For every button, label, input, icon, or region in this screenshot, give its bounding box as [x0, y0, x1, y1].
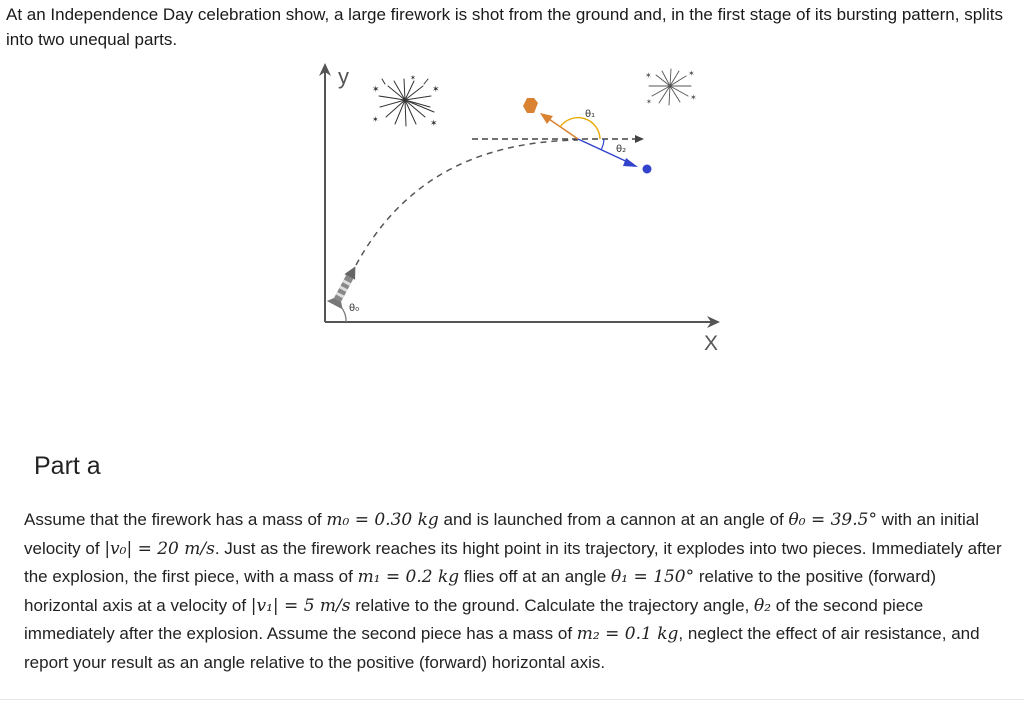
problem-statement: [24, 506, 1014, 677]
svg-text:✶: ✶: [646, 99, 652, 106]
theta2-arc: [601, 139, 604, 150]
firework-burst-right-icon: [645, 69, 697, 106]
problem-text: Assume that the firework has a mass of: [24, 510, 327, 529]
angle-theta2: θ₂: [754, 595, 772, 616]
angle-theta0: θ₀ = 39.5°: [788, 510, 877, 530]
theta2-label: θ₂: [616, 144, 627, 155]
theta1-label: θ₁: [585, 109, 596, 120]
angle-theta1: θ₁ = 150°: [611, 567, 695, 587]
trajectory-path: [356, 140, 578, 265]
velocity-v1: |v₁| = 5 m/s: [250, 595, 351, 616]
problem-text: relative to the ground. Calculate the trajectory angle,: [350, 595, 755, 615]
problem-text: . Just as the firework reaches its hight point in its trajectory, it explodes into two pieces. Immediately after the explosion, the first piece, with a mass of: [24, 538, 1002, 586]
reference-arrowhead: [635, 135, 644, 143]
theta0-arc: [341, 307, 346, 322]
svg-text:✶: ✶: [410, 75, 416, 82]
svg-text:✶: ✶: [688, 69, 695, 78]
svg-text:✶: ✶: [430, 118, 438, 128]
mass-m2: m₂ = 0.1 kg: [576, 624, 679, 644]
problem-text: flies off at an angle: [459, 567, 612, 586]
piece1-arrowhead: [540, 113, 553, 124]
bottom-divider: [0, 699, 1024, 700]
intro-text: At an Independence Day celebration show, a large firework is shot from the ground and, in the first stage of its bursting pattern, splits into two unequal parts.: [6, 5, 1003, 49]
mass-m0: m₀ = 0.30 kg: [326, 510, 439, 530]
problem-text: of the second piece immediately after the explosion. Assume the second piece has a mass of: [24, 595, 924, 643]
y-axis-label: y: [338, 64, 349, 89]
mass-m1: m₁ = 0.2 kg: [357, 567, 460, 587]
problem-text: , neglect the effect of air resistance, and report your result as an angle relative to the positive (forward) horizontal axis.: [24, 624, 980, 672]
svg-text:✶: ✶: [645, 71, 652, 80]
theta0-label: θ₀: [349, 303, 360, 314]
piece2-arrowhead: [623, 158, 638, 167]
x-axis-label: X: [704, 332, 719, 355]
problem-text: relative to the positive (forward) horizontal axis at a velocity of: [24, 567, 936, 615]
piece2-icon: [643, 165, 652, 174]
part-title: Part a: [34, 452, 101, 480]
problem-text: and is launched from a cannon at an angle of: [438, 510, 789, 529]
firework-burst-left-icon: [372, 74, 440, 128]
problem-text: with an initial velocity of: [24, 510, 979, 558]
svg-text:✶: ✶: [372, 115, 379, 124]
theta1-arc: [560, 118, 600, 139]
svg-text:✶: ✶: [372, 84, 380, 94]
velocity-v0: |v₀| = 20 m/s: [104, 538, 215, 559]
svg-text:✶: ✶: [432, 84, 440, 94]
piece1-icon: [523, 98, 538, 113]
piece1-velocity: [546, 117, 578, 139]
svg-text:✶: ✶: [690, 93, 697, 102]
